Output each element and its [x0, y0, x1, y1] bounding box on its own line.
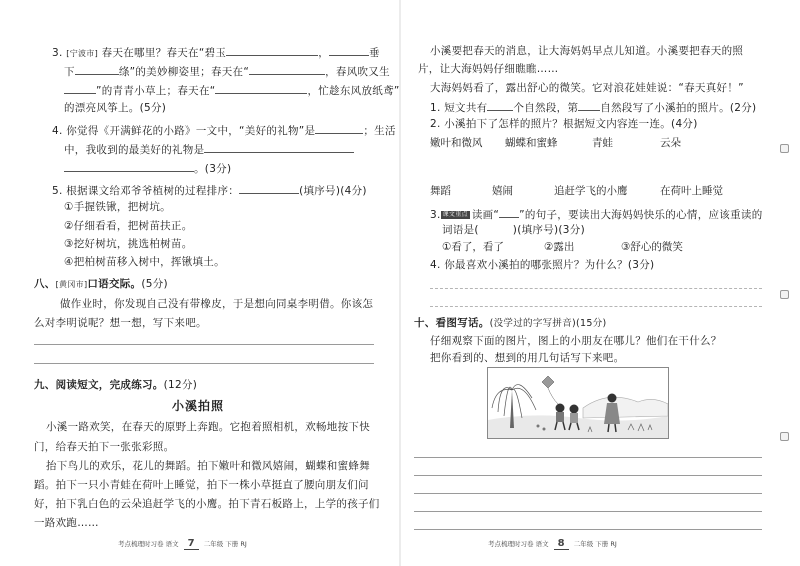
left-footer	[118, 538, 247, 550]
sec8-answer-line-1[interactable]	[34, 344, 374, 345]
q3-blank-1[interactable]	[226, 44, 318, 56]
writing-prompt-picture	[487, 367, 669, 439]
binding-mark-1	[780, 144, 789, 153]
q3-blank-2[interactable]	[329, 44, 369, 56]
match-bottom-3[interactable]: 追赶学飞的小鹰	[554, 185, 628, 197]
writing-line-5[interactable]	[414, 529, 762, 530]
r-q3-badge: 课文重点	[442, 211, 468, 218]
binding-mark-2	[780, 290, 789, 299]
q3-line3	[64, 82, 400, 98]
q3-text-b: ，	[318, 47, 330, 59]
sec10-para-1: 仔细观察下面的图片，图上的小朋友在哪儿？他们在干什么？	[430, 335, 722, 347]
story-cont-line-1: 小溪要把春天的消息，让大海妈妈早点儿知道。小溪要把春天的照	[430, 45, 744, 57]
q3-line1: 3. [宁波市] 春天在哪里？春天在“碧玉 ， 垂	[52, 44, 380, 61]
sec10-para-2: 把你看到的、想到的用几句话写下来吧。	[430, 352, 625, 364]
q3-number: 3.	[52, 47, 63, 59]
q5-blank[interactable]	[239, 182, 299, 194]
sec8-answer-line-2[interactable]	[34, 363, 374, 364]
sec9-points: (12分)	[163, 379, 198, 391]
q5-item-3: ③挖好树坑，挑选柏树苗。	[64, 238, 193, 250]
writing-line-1[interactable]	[414, 457, 762, 458]
left-page-number: 7	[184, 538, 199, 550]
writing-line-2[interactable]	[414, 475, 762, 476]
right-footer	[488, 538, 617, 550]
left-footer-label: 考点梳理时习卷 语文	[118, 540, 179, 548]
q3-text-a: 春天在哪里？春天在“碧玉	[101, 47, 227, 59]
r-q4: 4. 你最喜欢小溪拍的哪张照片？为什么？(3分)	[430, 259, 655, 271]
writing-line-4[interactable]	[414, 511, 762, 512]
left-footer-grade: 二年级 下册 RJ	[203, 540, 247, 548]
r-q3-text-d: )(填序号)(3分)	[512, 224, 585, 236]
right-footer-label: 考点梳理时习卷 语文	[488, 540, 549, 548]
right-page-number: 8	[554, 538, 569, 550]
story-line-1: 小溪一路欢笑，在春天的原野上奔跑。它抱着照相机，欢畅地按下快	[46, 421, 370, 433]
sec10-heading	[414, 316, 607, 331]
r-q3-text-a: 读画“	[471, 209, 500, 221]
sec8-points: (5分)	[141, 278, 168, 290]
story-line-3: 抬下鸟儿的欢乐，花儿的舞蹈。拍下嫩叶和微风嬉闹，蝴蝶和蜜蜂舞	[46, 460, 370, 472]
r-q1-text-a: 1. 短文共有	[430, 102, 488, 114]
q4-blank-1[interactable]	[315, 122, 363, 134]
right-page	[402, 0, 800, 566]
q4-line1	[52, 122, 396, 138]
story-line-2: 门，给春天拍下一张张彩照。	[34, 441, 175, 453]
q3-blank-3[interactable]	[75, 63, 119, 75]
q5-line1	[52, 182, 367, 198]
q3-text-f: ，春风吹又生	[325, 66, 390, 78]
r-q3-text-b: ”的句子，要读出大海妈妈快乐的心情，应该重读的	[519, 209, 763, 221]
sec9-title: 九、阅读短文，完成练习。	[34, 379, 164, 391]
r-q1-text-c: 自然段写了小溪拍的照片。(2分)	[600, 102, 757, 114]
left-page	[0, 0, 398, 566]
q3-blank-5[interactable]	[64, 82, 96, 94]
q3-text-e: 绦”的美妙柳姿里；春天在“	[118, 66, 250, 78]
q3-text-c: 垂	[369, 47, 380, 59]
sec10-title: 十、看图写话。	[414, 317, 490, 329]
match-bottom-4[interactable]: 在荷叶上睡觉	[660, 185, 723, 197]
q4-text-b: ；生活	[363, 125, 396, 137]
q3-text-d: 下	[64, 66, 75, 78]
story-cont-line-2: 片，让大海妈妈仔细瞧瞧……	[418, 63, 559, 75]
r-q3-option-3[interactable]: ③舒心的微笑	[621, 241, 683, 253]
match-top-1[interactable]: 嫩叶和微风	[430, 137, 483, 149]
q3-text-h: ，忙趁东风放纸鸢”	[307, 85, 400, 97]
r-q2: 2. 小溪拍下了怎样的照片？根据短文内容连一连。(4分)	[430, 118, 698, 130]
r-q3-text-c: 词语是(	[442, 224, 479, 236]
r-q3-line1	[430, 206, 763, 222]
story-cont-line-3: 大海妈妈看了，露出舒心的微笑。它对浪花娃娃说：“春天真好！”	[430, 82, 744, 94]
match-top-3[interactable]: 青蛙	[592, 137, 613, 149]
r-q4-answer-line-1[interactable]	[430, 288, 762, 289]
match-top-2[interactable]: 蝴蝶和蜜蜂	[505, 137, 558, 149]
writing-line-3[interactable]	[414, 493, 762, 494]
sec8-para-2: 么对李明说呢？想一想，写下来吧。	[34, 317, 207, 329]
q5-text-a: 5. 根据课文给邓爷爷植树的过程排序：	[52, 185, 240, 197]
r-q1-blank-2[interactable]	[578, 99, 600, 111]
q4-text-a: 4. 你觉得《开满鲜花的小路》一文中，“美好的礼物”是	[52, 125, 316, 137]
r-q3-option-1[interactable]: ①看了，看了	[442, 241, 504, 253]
story-title: 小溪拍照	[172, 399, 225, 413]
sec8-title: 口语交际。	[87, 278, 142, 290]
q5-item-2: ②仔细看看，把树苗扶正。	[64, 220, 193, 232]
q4-blank-3[interactable]	[64, 160, 194, 172]
q4-line2	[64, 141, 354, 157]
right-footer-grade: 二年级 下册 RJ	[573, 540, 617, 548]
q3-blank-4[interactable]	[249, 63, 325, 75]
story-line-4: 蹈。拍下一只小青蛙在荷叶上睡觉，拍下一株小草挺直了腰向朋友们问	[34, 479, 369, 491]
q5-text-b: (填序号)(4分)	[299, 185, 367, 197]
q5-item-4: ④把柏树苗移入树中，挥锹填土。	[64, 256, 225, 268]
q3-blank-6[interactable]	[215, 82, 307, 94]
q4-text-d: 。(3分)	[194, 163, 232, 175]
story-line-5: 好，拍下乳白色的云朵追赶学飞的小鹰。拍下青石板路上，上学的孩子们	[34, 498, 380, 510]
picture-illustration	[488, 368, 668, 438]
r-q4-answer-line-2[interactable]	[430, 306, 762, 307]
q4-line3	[64, 160, 231, 176]
r-q1-text-b: 个自然段，第	[513, 102, 579, 114]
r-q3-number: 3.	[430, 209, 441, 221]
sec9-heading	[34, 378, 197, 392]
story-line-6: 一路欢跑……	[34, 517, 99, 529]
match-bottom-1[interactable]: 舞蹈	[430, 185, 451, 197]
match-top-4[interactable]: 云朵	[660, 137, 681, 149]
r-q1-blank-1[interactable]	[487, 99, 513, 111]
q4-blank-2[interactable]	[204, 141, 354, 153]
r-q3-line2	[442, 223, 585, 237]
q3-line4: 的漂亮风筝上。(5分)	[64, 102, 167, 114]
sec10-note: (没学过的字写拼音)(15分)	[489, 318, 607, 329]
sec8-para-1: 做作业时，你发现自己没有带橡皮，于是想向同桌李明借。你该怎	[60, 298, 374, 310]
r-q1	[430, 99, 756, 115]
r-q3-blank-quote[interactable]	[499, 206, 519, 218]
q5-item-1: ①手握铁锹，把树坑。	[64, 201, 171, 213]
sec8-heading: 八、[黄冈市]口语交际。(5分)	[34, 278, 168, 290]
binding-mark-3	[780, 432, 789, 441]
q3-text-g: ”的青青小草上；春天在“	[96, 85, 216, 97]
match-bottom-2[interactable]: 嬉闹	[492, 185, 513, 197]
sec8-number: 八、	[34, 278, 56, 290]
r-q3-option-2[interactable]: ②露出	[544, 241, 575, 253]
q3-source-tag: 宁波市	[69, 49, 95, 58]
q3-line2	[64, 63, 390, 79]
sec8-source-tag: 黄冈市	[59, 280, 84, 289]
q4-text-c: 中，我收到的最美好的礼物是	[64, 144, 205, 156]
